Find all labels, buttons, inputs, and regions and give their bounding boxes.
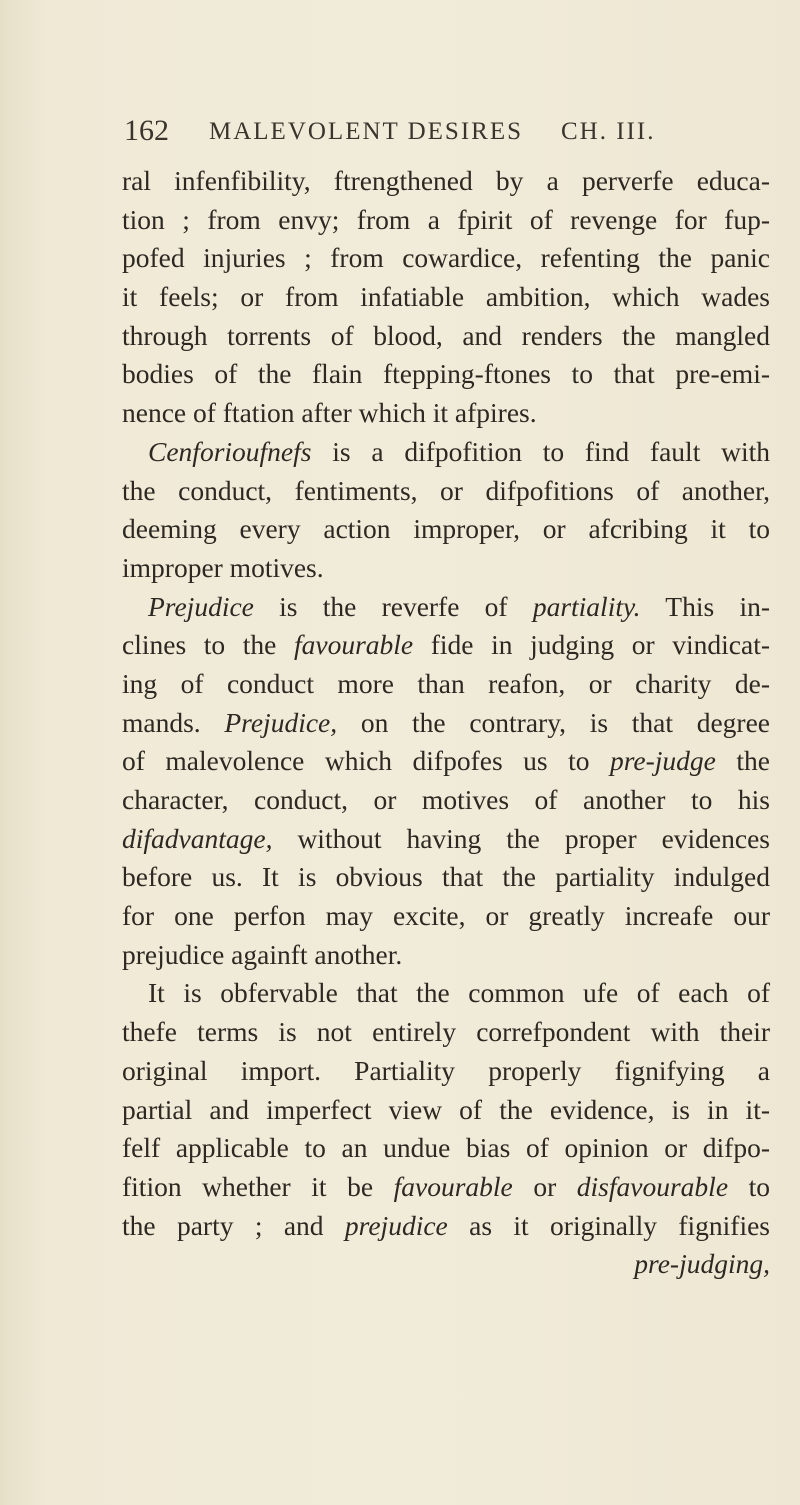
text-segment: tion ; from envy; from a fpirit of revenge for fup- bbox=[122, 203, 770, 235]
text-segment: is a difpofition to find fault with bbox=[311, 435, 770, 467]
text-line bbox=[122, 781, 770, 820]
text-line bbox=[122, 433, 770, 472]
text-segment: It is obfervable that the common ufe of each of bbox=[148, 977, 770, 1009]
text-segment: the bbox=[715, 745, 770, 777]
text-segment: ral infenfibility, ftrengthened by a perverfe educa- bbox=[122, 165, 770, 196]
text-segment: as it originally fignifies bbox=[447, 1209, 770, 1241]
text-line bbox=[122, 1168, 770, 1207]
text-line bbox=[122, 626, 770, 665]
text-segment: clines to the bbox=[122, 629, 294, 661]
running-title: MALEVOLENT DESIRES bbox=[209, 118, 524, 145]
italic-text: Prejudice, bbox=[224, 706, 338, 738]
text-segment: without having the proper evidences bbox=[272, 822, 770, 854]
text-segment: on the contrary, is that degree bbox=[337, 706, 770, 738]
text-segment: partial and imperfect view of the evidence, is in it- bbox=[122, 1093, 770, 1125]
italic-text: favourable bbox=[293, 629, 414, 661]
italic-text: Cenforioufnefs bbox=[148, 435, 312, 467]
text-line bbox=[122, 278, 770, 317]
text-line bbox=[122, 974, 770, 1013]
text-line bbox=[122, 239, 770, 278]
italic-text: difadvantage, bbox=[122, 822, 273, 854]
text-segment: before us. It is obvious that the partiality indulged bbox=[122, 861, 770, 893]
text-line bbox=[122, 317, 770, 356]
text-line bbox=[122, 704, 770, 743]
text-segment: This in- bbox=[640, 590, 770, 622]
text-segment: nence of ftation after which it afpires. bbox=[122, 397, 537, 429]
text-segment: to bbox=[728, 1170, 770, 1202]
text-segment: deeming every action improper, or afcribing it to bbox=[122, 513, 770, 545]
text-segment: character, conduct, or motives of another to his bbox=[122, 784, 770, 815]
text-segment: of malevolence which difpofes us to bbox=[122, 745, 610, 777]
text-line bbox=[122, 665, 770, 704]
body-text bbox=[122, 162, 770, 1284]
text-segment: original import. Partiality properly fignifying a bbox=[122, 1054, 770, 1086]
text-line bbox=[122, 1245, 770, 1284]
text-segment: bodies of the flain ftepping-ftones to that pre-emi- bbox=[122, 358, 770, 390]
text-line bbox=[122, 897, 770, 936]
text-line bbox=[122, 742, 770, 781]
italic-text: Prejudice bbox=[148, 590, 254, 622]
text-line bbox=[122, 936, 770, 975]
text-segment: the party ; and bbox=[122, 1209, 345, 1241]
text-segment: pofed injuries ; from cowardice, refenting the panic bbox=[122, 242, 770, 274]
italic-text: pre-judge bbox=[609, 745, 716, 777]
italic-text: partiality. bbox=[532, 590, 641, 622]
text-segment: for one perfon may excite, or greatly increafe our bbox=[122, 900, 770, 932]
text-line bbox=[122, 1052, 770, 1091]
text-segment: the conduct, fentiments, or difpofitions of another, bbox=[122, 474, 770, 506]
text-line bbox=[122, 472, 770, 511]
text-segment: fide in judging or vindicat- bbox=[413, 629, 770, 661]
italic-text: pre-judging, bbox=[634, 1248, 770, 1280]
text-segment: prejudice againft another. bbox=[122, 938, 403, 970]
text-segment: felf applicable to an undue bias of opinion or difpo- bbox=[122, 1132, 770, 1164]
text-line bbox=[122, 1207, 770, 1246]
text-line bbox=[122, 858, 770, 897]
italic-text: prejudice bbox=[344, 1209, 448, 1241]
text-line bbox=[122, 549, 770, 588]
text-segment: it feels; or from infatiable ambition, which wades bbox=[122, 281, 770, 313]
text-line bbox=[122, 510, 770, 549]
text-line bbox=[122, 394, 770, 433]
text-line bbox=[122, 355, 770, 394]
text-line bbox=[122, 820, 770, 859]
text-line bbox=[122, 1091, 770, 1130]
text-line bbox=[122, 201, 770, 240]
text-segment: thefe terms is not entirely correfpondent with their bbox=[122, 1016, 770, 1048]
italic-text: favourable bbox=[393, 1170, 513, 1202]
italic-text: disfavourable bbox=[576, 1170, 729, 1202]
text-line bbox=[122, 588, 770, 627]
text-segment: mands. bbox=[122, 706, 225, 738]
text-segment: improper motives. bbox=[122, 551, 324, 583]
chapter-label: CH. III. bbox=[561, 118, 656, 145]
text-line bbox=[122, 1129, 770, 1168]
text-segment: or bbox=[512, 1170, 577, 1202]
text-line bbox=[122, 162, 770, 201]
page-number: 162 bbox=[124, 114, 169, 147]
text-segment: through torrents of blood, and renders the mangled bbox=[122, 319, 770, 351]
text-line bbox=[122, 1013, 770, 1052]
text-segment: is the reverfe of bbox=[253, 590, 533, 622]
text-segment: fition whether it be bbox=[122, 1170, 394, 1202]
text-segment: ing of conduct more than reafon, or charity de- bbox=[122, 667, 770, 699]
